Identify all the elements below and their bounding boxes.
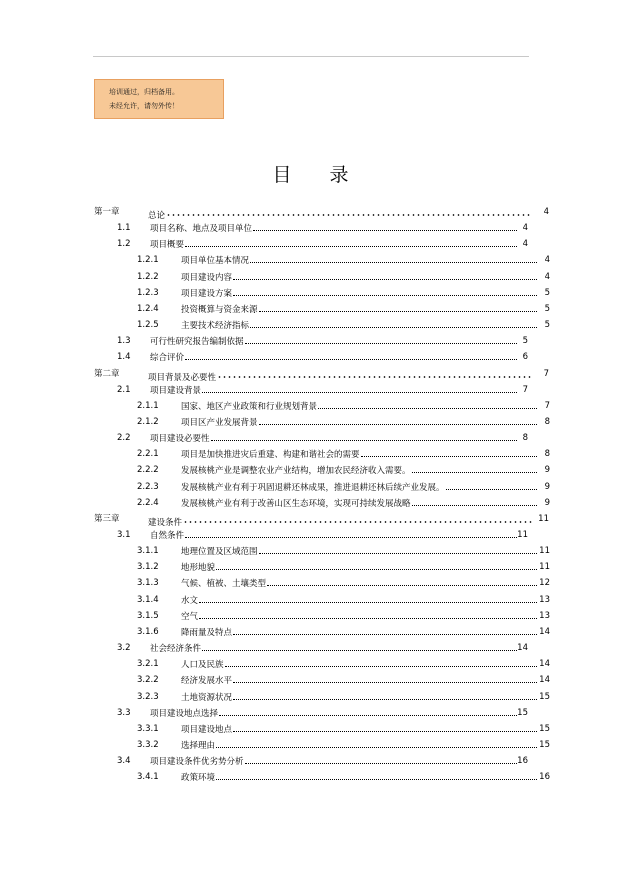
toc-number: 3.2 — [117, 643, 131, 654]
toc-title: 发展核桃产业有利于巩固退耕还林成果，推进退耕还林后续产业发展。 — [181, 482, 445, 493]
toc-number: 2.1.2 — [137, 416, 159, 427]
dot-leader — [250, 319, 537, 328]
toc-number: 3.1.6 — [137, 626, 159, 637]
toc-title-leader — [181, 545, 538, 557]
toc-row[interactable] — [0, 545, 621, 557]
toc-row[interactable] — [0, 416, 621, 428]
toc-row[interactable] — [0, 594, 621, 606]
toc-row[interactable] — [0, 626, 621, 638]
toc-title: 综合评价 — [150, 353, 185, 364]
notice-line-1: 培训通过，归档备用。 — [109, 88, 179, 96]
dot-leader — [202, 642, 517, 651]
dot-leader — [219, 707, 517, 716]
toc-page-number: 8 — [544, 449, 550, 460]
toc-row[interactable] — [0, 707, 621, 719]
dot-leader — [446, 481, 537, 490]
toc-page-number: 5 — [544, 303, 550, 314]
toc-row[interactable] — [0, 384, 621, 396]
toc-number: 3.4 — [117, 756, 131, 767]
toc-title: 总论 — [148, 211, 166, 221]
toc-row[interactable] — [0, 691, 621, 703]
toc-title: 主要技术经济指标 — [181, 321, 250, 332]
toc-page-number: 15 — [539, 739, 550, 750]
toc-title-leader — [150, 384, 518, 396]
toc-title: 经济发展水平 — [181, 676, 233, 687]
toc-title-leader — [150, 351, 518, 363]
toc-title-leader — [181, 610, 538, 622]
toc-number: 2.2.1 — [137, 449, 159, 460]
page-title: 目 录 — [272, 164, 365, 186]
toc-title-leader — [150, 642, 518, 654]
toc-title-leader — [181, 561, 538, 573]
toc-title: 项目建设地点选择 — [150, 708, 219, 719]
toc-page-number: 11 — [517, 530, 528, 540]
toc-row[interactable] — [0, 335, 621, 347]
toc-page-number: 4 — [544, 271, 550, 282]
dot-leader — [233, 723, 537, 732]
toc-row[interactable] — [0, 561, 621, 573]
toc-title-leader — [181, 594, 538, 606]
toc-row[interactable] — [0, 319, 621, 331]
toc-number: 第二章 — [94, 368, 120, 379]
toc-title-leader — [150, 432, 518, 444]
toc-page-number: 5 — [544, 287, 550, 298]
toc-title-leader — [181, 319, 538, 331]
toc-page-number: 14 — [517, 643, 528, 654]
toc-title: 气候、植被、土壤类型 — [181, 579, 267, 590]
toc-row[interactable] — [0, 658, 621, 670]
toc-page-number: 9 — [544, 481, 550, 492]
toc-title-leader — [181, 271, 538, 283]
toc-row[interactable] — [0, 755, 621, 767]
dot-leader — [185, 351, 517, 360]
dot-leader — [216, 739, 537, 748]
toc-row[interactable] — [0, 400, 621, 412]
toc-number: 3.1 — [117, 530, 131, 540]
dot-leader — [259, 416, 537, 425]
toc-page-number: 8 — [522, 433, 528, 444]
dot-leader — [259, 303, 537, 312]
toc-page-number: 13 — [539, 594, 550, 605]
toc-number: 3.2.3 — [137, 691, 159, 702]
dot-leader — [259, 545, 537, 554]
toc-row[interactable] — [0, 642, 621, 654]
toc-title-leader — [181, 287, 538, 299]
toc-title: 发展核桃产业是调整农业产业结构，增加农民经济收入需要。 — [181, 466, 411, 477]
toc-row[interactable] — [0, 222, 621, 234]
toc-page-number: 5 — [544, 320, 550, 331]
toc-page-number: 13 — [539, 610, 550, 621]
toc-title: 项目建设方案 — [181, 288, 233, 299]
toc-title-leader — [181, 464, 538, 476]
toc-number: 3.1.1 — [137, 546, 159, 557]
dot-leader — [183, 513, 532, 525]
toc-title: 项目建设背景 — [150, 385, 202, 396]
toc-title: 投资概算与资金来源 — [181, 304, 258, 315]
toc-title: 项目区产业发展背景 — [181, 417, 258, 428]
toc-number: 1.2 — [117, 239, 131, 250]
toc-title-leader — [150, 707, 518, 719]
toc-row[interactable] — [0, 206, 621, 221]
toc-title-leader — [181, 658, 538, 670]
toc-number: 1.1 — [117, 223, 131, 234]
toc-title-leader — [181, 254, 538, 266]
toc-title: 政策环境 — [181, 773, 216, 784]
toc-title: 人口及民族 — [181, 660, 224, 671]
toc-page-number: 14 — [539, 626, 550, 637]
toc-row[interactable] — [0, 577, 621, 589]
dot-leader — [225, 658, 537, 667]
toc-title-leader — [148, 206, 533, 221]
toc-number: 1.2.3 — [137, 287, 159, 298]
toc-row[interactable] — [0, 448, 621, 460]
toc-number: 3.2.2 — [137, 675, 159, 686]
toc-row[interactable] — [0, 497, 621, 509]
toc-title: 项目建设内容 — [181, 272, 233, 283]
toc-title: 项目概要 — [150, 240, 185, 251]
toc-number: 1.4 — [117, 352, 131, 363]
toc-page-number: 4 — [543, 207, 549, 217]
toc-title: 项目建设条件优劣势分析 — [150, 757, 244, 768]
dot-leader — [199, 594, 537, 603]
toc-title-leader — [181, 626, 538, 638]
toc-number: 3.1.4 — [137, 594, 159, 605]
toc-title-leader — [181, 577, 538, 589]
toc-row[interactable] — [0, 303, 621, 315]
toc-page-number: 15 — [539, 723, 550, 734]
toc-number: 3.2.1 — [137, 659, 159, 670]
dot-leader — [253, 222, 517, 231]
toc-number: 1.2.1 — [137, 255, 159, 266]
dot-leader — [233, 691, 537, 700]
toc-title: 水文 — [181, 595, 199, 606]
toc-number: 3.1.2 — [137, 562, 159, 573]
toc-row[interactable] — [0, 271, 621, 283]
toc-title: 发展核桃产业有利于改善山区生态环境，实现可持续发展战略 — [181, 498, 411, 509]
toc-page-number: 4 — [544, 255, 550, 266]
toc-title-leader — [181, 771, 538, 783]
toc-title-leader — [150, 222, 518, 234]
dot-leader — [233, 271, 537, 280]
toc-row[interactable] — [0, 723, 621, 735]
toc-title: 地理位置及区域范围 — [181, 547, 258, 558]
toc-row[interactable] — [0, 513, 621, 528]
dot-leader — [202, 384, 517, 393]
toc-page-number: 11 — [538, 513, 549, 524]
toc-title: 空气 — [181, 611, 199, 622]
dot-leader — [412, 464, 537, 473]
toc-title: 项目单位基本情况 — [181, 256, 250, 267]
toc-row[interactable] — [0, 610, 621, 622]
toc-number: 1.2.2 — [137, 271, 159, 282]
toc-number: 2.1.1 — [137, 400, 159, 411]
notice-line-2: 未经允许，请勿外传！ — [109, 102, 179, 110]
toc-row[interactable] — [0, 287, 621, 299]
toc-title: 项目建设必要性 — [150, 434, 210, 445]
notice-stamp — [94, 79, 224, 119]
toc-title-leader — [181, 723, 538, 735]
dot-leader — [361, 448, 537, 457]
toc-number: 3.1.5 — [137, 610, 159, 621]
dot-leader — [245, 335, 517, 344]
toc-title: 土地资源状况 — [181, 692, 233, 703]
toc-row[interactable] — [0, 351, 621, 363]
toc-title: 建设条件 — [148, 517, 183, 528]
toc-title-leader — [181, 303, 538, 315]
toc-page-number: 4 — [522, 239, 528, 250]
toc-number: 1.2.4 — [137, 303, 159, 314]
header-rule — [93, 56, 529, 57]
toc-row[interactable] — [0, 432, 621, 444]
toc-row[interactable] — [0, 771, 621, 783]
toc-page-number: 11 — [539, 562, 550, 573]
dot-leader — [318, 400, 537, 409]
toc-title-leader — [181, 448, 538, 460]
toc-row[interactable] — [0, 464, 621, 476]
dot-leader — [233, 626, 537, 635]
toc-number: 1.2.5 — [137, 320, 159, 331]
toc-number: 1.3 — [117, 336, 131, 347]
dot-leader — [185, 238, 517, 247]
toc-page-number: 16 — [517, 756, 528, 767]
dot-leader — [199, 610, 537, 619]
toc-title: 可行性研究报告编制依据 — [150, 337, 244, 348]
toc-title: 项目是加快推进灾后重建、构建和谐社会的需要 — [181, 450, 360, 461]
toc-number: 3.3.2 — [137, 739, 159, 750]
toc-number: 3.4.1 — [137, 772, 159, 783]
toc-page-number: 4 — [522, 223, 528, 234]
toc-page-number: 15 — [517, 707, 528, 718]
toc-page-number: 7 — [544, 400, 550, 411]
toc-title: 地形地貌 — [181, 563, 216, 574]
toc-row[interactable] — [0, 739, 621, 751]
toc-page-number: 14 — [539, 675, 550, 686]
toc-title-leader — [150, 335, 518, 347]
dot-leader — [211, 432, 517, 441]
toc-title-leader — [181, 481, 538, 493]
toc-page-number: 11 — [539, 546, 550, 557]
toc-number: 3.3.1 — [137, 723, 159, 734]
toc-page-number: 7 — [522, 384, 528, 395]
toc-row[interactable] — [0, 674, 621, 686]
toc-page-number: 6 — [522, 352, 528, 363]
toc-row[interactable] — [0, 481, 621, 493]
dot-leader — [166, 206, 532, 218]
toc-number: 第三章 — [94, 513, 120, 524]
toc-title: 自然条件 — [150, 531, 185, 541]
dot-leader — [233, 287, 537, 296]
toc-page-number: 9 — [544, 497, 550, 508]
toc-title-leader — [150, 238, 518, 250]
toc-title-leader — [181, 691, 538, 703]
toc-page-number: 8 — [544, 416, 550, 427]
toc-page-number: 15 — [539, 691, 550, 702]
toc-page-number: 5 — [522, 336, 528, 347]
toc-page-number: 12 — [539, 578, 550, 589]
toc-number: 2.2.4 — [137, 497, 159, 508]
toc-title-leader — [150, 755, 518, 767]
dot-leader — [217, 368, 532, 380]
toc-number: 2.1 — [117, 384, 131, 395]
toc-number: 第一章 — [94, 207, 120, 217]
dot-leader — [216, 771, 537, 780]
toc-title-leader — [181, 674, 538, 686]
toc-row[interactable] — [0, 368, 621, 383]
toc-page-number: 14 — [539, 659, 550, 670]
toc-row[interactable] — [0, 529, 621, 541]
toc-number: 3.3 — [117, 707, 131, 718]
dot-leader — [245, 755, 517, 764]
toc-title-leader — [148, 513, 533, 528]
dot-leader — [412, 497, 537, 506]
dot-leader — [216, 561, 537, 570]
toc-title: 社会经济条件 — [150, 644, 202, 655]
dot-leader — [267, 577, 537, 586]
toc-page-number: 16 — [539, 772, 550, 783]
toc-title-leader — [181, 739, 538, 751]
toc-row[interactable] — [0, 254, 621, 266]
toc-title-leader — [150, 529, 518, 541]
dot-leader — [185, 529, 517, 538]
toc-page-number: 9 — [544, 465, 550, 476]
toc-row[interactable] — [0, 238, 621, 250]
dot-leader — [233, 674, 537, 683]
toc-title-leader — [148, 368, 533, 383]
toc-title-leader — [181, 497, 538, 509]
dot-leader — [250, 254, 537, 263]
toc-number: 2.2.2 — [137, 465, 159, 476]
toc-number: 2.2 — [117, 433, 131, 444]
toc-number: 3.1.3 — [137, 578, 159, 589]
toc-number: 2.2.3 — [137, 481, 159, 492]
toc-title: 项目背景及必要性 — [148, 372, 217, 383]
toc-title: 选择理由 — [181, 740, 216, 751]
toc-page-number: 7 — [543, 368, 549, 379]
toc-title: 项目建设地点 — [181, 724, 233, 735]
toc-title: 项目名称、地点及项目单位 — [150, 224, 253, 235]
toc-title: 国家、地区产业政策和行业规划背景 — [181, 401, 318, 412]
toc-title-leader — [181, 416, 538, 428]
toc-title-leader — [181, 400, 538, 412]
toc-title: 降雨量及特点 — [181, 627, 233, 638]
